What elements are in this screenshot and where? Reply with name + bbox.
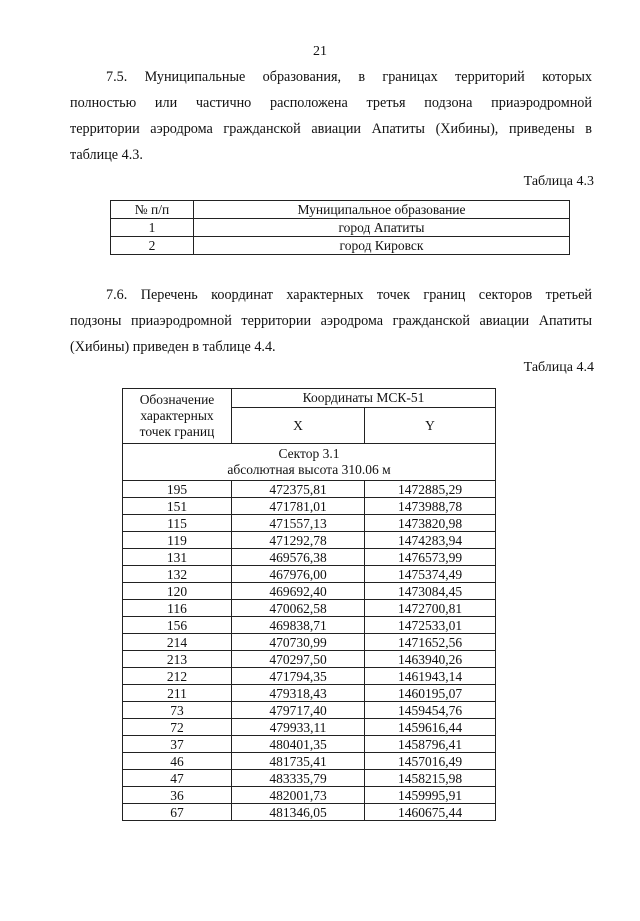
table-row — [123, 702, 496, 719]
cell-point: 36 — [123, 787, 232, 804]
table-row — [123, 651, 496, 668]
cell-y: 1471652,56 — [365, 634, 496, 651]
cell-x: 480401,35 — [232, 736, 365, 753]
cell-point: 212 — [123, 668, 232, 685]
header-x: X — [232, 408, 365, 444]
cell-point: 132 — [123, 566, 232, 583]
sector-height: абсолютная высота 310.06 м — [227, 462, 391, 477]
cell-number: 1 — [111, 219, 194, 237]
table-row — [123, 770, 496, 787]
cell-point: 195 — [123, 481, 232, 498]
cell-y: 1473084,45 — [365, 583, 496, 600]
paragraph-line: полностью или частично расположена третья подзона приаэродромной — [70, 95, 592, 111]
table-header-row — [123, 389, 496, 408]
table-row — [111, 219, 570, 237]
cell-y: 1463940,26 — [365, 651, 496, 668]
cell-x: 469838,71 — [232, 617, 365, 634]
cell-x: 471794,35 — [232, 668, 365, 685]
cell-point: 72 — [123, 719, 232, 736]
cell-y: 1476573,99 — [365, 549, 496, 566]
cell-y: 1457016,49 — [365, 753, 496, 770]
cell-x: 471557,13 — [232, 515, 365, 532]
paragraph-line: (Хибины) приведен в таблице 4.4. — [70, 339, 276, 355]
cell-x: 482001,73 — [232, 787, 365, 804]
table-row — [123, 685, 496, 702]
cell-number: 2 — [111, 237, 194, 255]
table-row — [123, 719, 496, 736]
cell-y: 1459454,76 — [365, 702, 496, 719]
table-4-4-caption: Таблица 4.4 — [523, 360, 594, 375]
table-row — [123, 617, 496, 634]
cell-x: 469576,38 — [232, 549, 365, 566]
table-header-row — [111, 201, 570, 219]
cell-point: 211 — [123, 685, 232, 702]
table-row — [123, 668, 496, 685]
cell-point: 115 — [123, 515, 232, 532]
cell-x: 481346,05 — [232, 804, 365, 821]
cell-y: 1458215,98 — [365, 770, 496, 787]
cell-y: 1475374,49 — [365, 566, 496, 583]
cell-point: 116 — [123, 600, 232, 617]
cell-y: 1473988,78 — [365, 498, 496, 515]
header-coordinates: Координаты МСК-51 — [232, 389, 496, 408]
cell-x: 472375,81 — [232, 481, 365, 498]
sector-cell — [123, 444, 496, 481]
table-row — [123, 787, 496, 804]
paragraph-line: территории аэродрома гражданской авиации Апатиты (Хибины), приведены в — [70, 121, 592, 137]
cell-point: 47 — [123, 770, 232, 787]
paragraph-7-5 — [70, 64, 592, 168]
sector-title: Сектор 3.1 — [278, 446, 340, 461]
cell-point: 213 — [123, 651, 232, 668]
cell-y: 1458796,41 — [365, 736, 496, 753]
cell-x: 479717,40 — [232, 702, 365, 719]
cell-y: 1472533,01 — [365, 617, 496, 634]
table-4-3 — [110, 200, 570, 255]
cell-point: 46 — [123, 753, 232, 770]
cell-municipality: город Апатиты — [194, 219, 570, 237]
paragraph-line: подзоны приаэродромной территории аэродрома гражданской авиации Апатиты — [70, 313, 592, 329]
cell-y: 1474283,94 — [365, 532, 496, 549]
table-row — [123, 753, 496, 770]
table-row — [123, 498, 496, 515]
table-4-3-caption: Таблица 4.3 — [523, 174, 594, 189]
paragraph-7-6 — [70, 282, 592, 360]
paragraph-line: 7.6. Перечень координат характерных точек границ секторов третьей — [106, 287, 592, 303]
cell-x: 469692,40 — [232, 583, 365, 600]
cell-point: 214 — [123, 634, 232, 651]
cell-y: 1459995,91 — [365, 787, 496, 804]
cell-y: 1460675,44 — [365, 804, 496, 821]
cell-municipality: город Кировск — [194, 237, 570, 255]
cell-point: 156 — [123, 617, 232, 634]
paragraph-line: 7.5. Муниципальные образования, в границах территорий которых — [106, 69, 592, 85]
table-4-4 — [122, 388, 496, 821]
cell-x: 479318,43 — [232, 685, 365, 702]
cell-point: 73 — [123, 702, 232, 719]
table-row — [123, 515, 496, 532]
table-row — [123, 736, 496, 753]
cell-point: 120 — [123, 583, 232, 600]
cell-x: 479933,11 — [232, 719, 365, 736]
cell-y: 1473820,98 — [365, 515, 496, 532]
table-row — [111, 237, 570, 255]
header-point-designation: Обозначение характерных точек границ — [123, 389, 232, 444]
table-row — [123, 804, 496, 821]
header-number: № п/п — [111, 201, 194, 219]
table-row — [123, 600, 496, 617]
table-row — [123, 481, 496, 498]
cell-x: 471292,78 — [232, 532, 365, 549]
table-row — [123, 583, 496, 600]
cell-x: 483335,79 — [232, 770, 365, 787]
cell-y: 1472885,29 — [365, 481, 496, 498]
header-y: Y — [365, 408, 496, 444]
cell-y: 1461943,14 — [365, 668, 496, 685]
paragraph-line: таблице 4.3. — [70, 147, 143, 163]
cell-point: 37 — [123, 736, 232, 753]
cell-x: 471781,01 — [232, 498, 365, 515]
cell-point: 119 — [123, 532, 232, 549]
cell-x: 481735,41 — [232, 753, 365, 770]
cell-x: 470297,50 — [232, 651, 365, 668]
cell-point: 131 — [123, 549, 232, 566]
table-row — [123, 549, 496, 566]
table-row — [123, 634, 496, 651]
table-row — [123, 566, 496, 583]
header-municipality: Муниципальное образование — [194, 201, 570, 219]
cell-x: 470062,58 — [232, 600, 365, 617]
table-row — [123, 532, 496, 549]
cell-point: 67 — [123, 804, 232, 821]
cell-y: 1459616,44 — [365, 719, 496, 736]
cell-x: 470730,99 — [232, 634, 365, 651]
cell-point: 151 — [123, 498, 232, 515]
cell-y: 1472700,81 — [365, 600, 496, 617]
cell-y: 1460195,07 — [365, 685, 496, 702]
cell-x: 467976,00 — [232, 566, 365, 583]
page-number: 21 — [313, 44, 327, 59]
sector-row — [123, 444, 496, 481]
